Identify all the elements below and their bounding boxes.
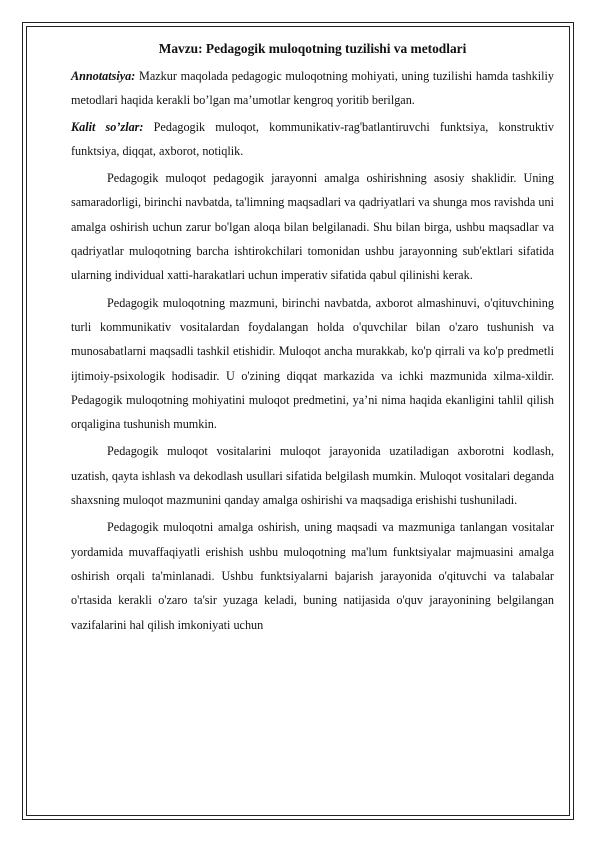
paragraph: Pedagogik muloqot vositalarini muloqot jarayonida uzatiladigan axborotni kodlash, uzatish, qayta ishlash va dekodlash usullari sifatida belgilash mumkin. Muloqot vositalari deganda shaxsning muloqot mazmunini qanday amalga oshirishi va maqsadiga erishishi tushuniladi. xyxy=(71,444,554,508)
keywords xyxy=(71,115,554,164)
paragraph: Pedagogik muloqotning mazmuni, birinchi navbatda, axborot almashinuvi, o'qituvchining turli kommunikativ vositalardan foydalangan holda o'quvchilar bilan o'zaro tushunish va munosabatlarni maqsadli tashkil etishidir. Muloqot ancha murakkab, ko'p qirrali va ko'p predmetli ijtimoiy-psixologik hodisadir. U o'zining diqqat markazida va ichki mazmunida xilma-xildir. Pedagogik muloqotning mohiyatini muloqot predmetini, ya’ni nima haqida ekanligini tahlil qilish orqaligina tushunish mumkin. xyxy=(71,295,554,432)
annotation xyxy=(71,64,554,113)
annotation-text: Mazkur maqolada pedagogic muloqotning mohiyati, uning tuzilishi hamda tashkiliy metodlari haqida kerakli bo’lgan ma’umotlar kengroq yoritib berilgan. xyxy=(71,69,555,108)
document-body xyxy=(71,38,554,637)
annotation-label: Annotatsiya: xyxy=(71,69,136,83)
document-title: Mavzu: Pedagogik muloqotning tuzilishi va metodlari xyxy=(158,41,467,56)
keywords-label: Kalit so’zlar: xyxy=(71,119,144,134)
keywords-text: Pedagogik muloqot, kommunikativ-rag'batlantiruvchi funktsiya, konstruktiv funktsiya, diqqat, axborot, notiqlik. xyxy=(71,119,554,158)
paragraph: Pedagogik muloqotni amalga oshirish, uning maqsadi va mazmuniga tanlangan vositalar yordamida muvaffaqiyatli erishish ushbu muloqotning ma'lum funktsiyalar majmuasini amalga oshirish orqali ta'minlanadi. Ushbu funktsiyalarni bajarish jarayonida o'qituvchi va talabalar o'rtasida kerakli o'zaro ta'sir yuzaga keladi, buning natijasida o'quv jarayonining belgilangan vazifalarini hal qilish imkoniyati uchun xyxy=(71,520,554,632)
paragraph: Pedagogik muloqot pedagogik jarayonni amalga oshirishning asosiy shaklidir. Uning samaradorligi, birinchi navbatda, ta'limning maqsadlari va qadriyatlari va shunga mos ravishda uni amalga oshirish uchun zarur bo'lgan aloqa bilan belgilanadi. Shu bilan birga, ushbu maqsadlar va qadriyatlar muloqotning barcha ishtirokchilari tomonidan ushbu jarayonning sub'ektlari sifatida ularning individual xatti-harakatlari uchun imperativ sifatida qabul qilinishi kerak. xyxy=(71,171,554,283)
